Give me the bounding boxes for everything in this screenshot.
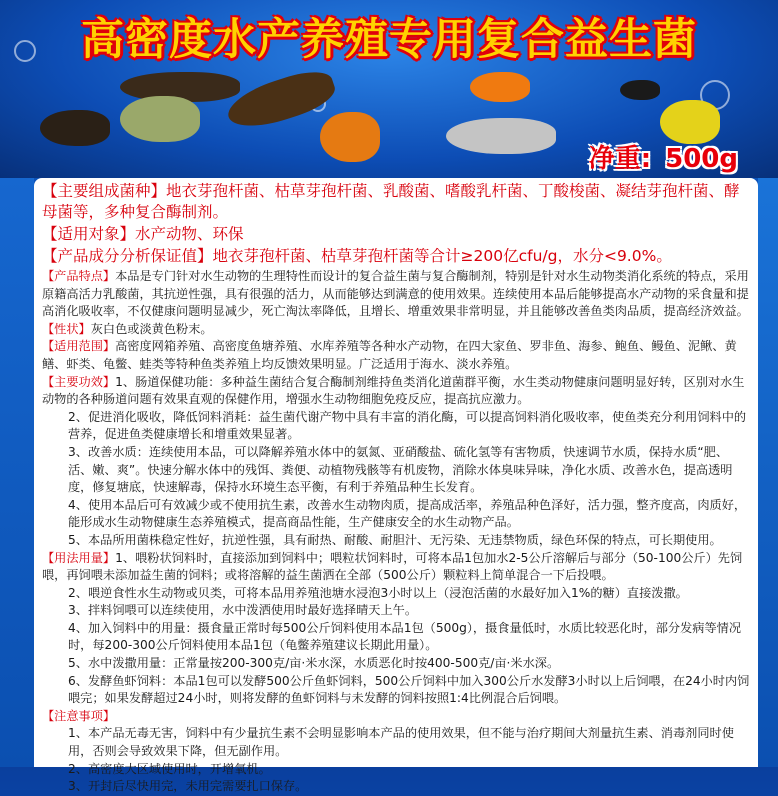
notes-heading — [42, 708, 750, 726]
fish-icon — [223, 64, 340, 136]
notes-key: 【注意事项】 — [42, 708, 116, 723]
usage-key: 【用法用量】 — [42, 550, 116, 565]
right-decoration — [758, 178, 778, 767]
fish-icon — [470, 72, 530, 102]
target-key: 【适用对象】 — [42, 225, 136, 243]
effects-key: 【主要功效】 — [42, 374, 116, 389]
scope-text: 高密度网箱养殖、高密度鱼塘养殖、水库养殖等各种水产动物，在四大家鱼、罗非鱼、海参、鲍鱼、鳗鱼、泥鳅、黄鳝、虾类、龟鳖、蛙类等特种鱼类养殖上均反馈效果明显。广泛适用于海水、淡水养殖。 — [42, 339, 737, 371]
composition-line — [42, 181, 750, 223]
usage-item: 5、水中泼撒用量：正常量按200-300克/亩·米水深，水质恶化时按400-500克/亩·米水深。 — [68, 656, 560, 671]
usage-item: 6、发酵鱼虾饲料：本品1包可以发酵500公斤鱼虾饲料，500公斤饲料中加入300公斤水发酵3小时以上后饲喂，在24小时内饲喂完；如果发酵超过24小时，则将发酵的鱼虾饲料与未发酵的饲料按照1:4比例混合后饲喂。 — [68, 673, 750, 706]
usage-item: 1、喂粉状饲料时，直接添加到饲料中；喂粒状饲料时，可将本品1包加水2-5公斤溶解后与部分（50-100公斤）先饲喂，再饲喂未添加益生菌的饲料；或将溶解的益生菌洒在全部（500公斤）颗粒料上简单混合一下后投喂。 — [42, 550, 743, 583]
guarantee-key: 【产品成分分析保证值】 — [42, 247, 213, 265]
property-key: 【性状】 — [42, 321, 91, 336]
composition-value: 地衣芽孢杆菌、枯草芽孢杆菌、乳酸菌、嗜酸乳杆菌、丁酸梭菌、凝结芽孢杆菌、酵母菌等，多种复合酶制剂。 — [42, 182, 740, 221]
weight-label: 净重: — [588, 144, 652, 174]
effects-paragraph — [42, 374, 750, 409]
target-line — [42, 224, 750, 245]
effect-item: 3、改善水质：连续使用本品，可以降解养殖水体中的氨氮、亚硝酸盐、硫化氢等有害物质，快速调节水质，保持水质“肥、活、嫩、爽”。快速分解水体中的残饵、粪便、动植物残骸等有机废物，消除水体臭味异味，净化水质、改善水色，提高透明度，修复塘底，快速解毒，保持水环境生态平衡，有利于养殖品种生长发育。 — [68, 444, 733, 495]
usage-item: 3、拌料饲喂可以连续使用，水中泼洒使用时最好选择晴天上午。 — [68, 603, 418, 618]
fish-icon — [446, 118, 556, 154]
note-item: 3、开封后尽快用完，未用完需要扎口保存。 — [68, 779, 308, 794]
info-panel — [34, 178, 758, 794]
property-text: 灰白色或淡黄色粉末。 — [90, 321, 213, 336]
usage-item: 2、喂逆食性水生动物或贝类，可将本品用养殖池塘水浸泡3小时以上（浸泡活菌的水最好加入1%的糖）直接泼撒。 — [68, 585, 688, 600]
banner — [0, 0, 778, 178]
scope-key: 【适用范围】 — [42, 339, 116, 354]
note-item: 1、本产品无毒无害，饲料中有少量抗生素不会明显影响本产品的使用效果，但不能与治疗期间大剂量抗生素、消毒剂同时使用，否则会导致效果下降，但无副作用。 — [68, 726, 734, 759]
features-text: 本品是专门针对水生动物的生理特性而设计的复合益生菌与复合酶制剂，特别是针对水生动物类消化系统的特点，采用原籍高活力乳酸菌，其抗逆性强，具有很强的活力，从而能够达到满意的使用效果。连续使用本品后能够提高水产动物的采食量和提高消化吸收率，不仅健康问题明显减少，死亡淘汰率降低，且增长、增重效果非常明显，并且能够改善鱼类肉品质，提高经济效益。 — [42, 269, 749, 319]
effect-item: 4、使用本品后可有效减少或不使用抗生素，改善水生动物肉质，提高成活率，养殖品种色泽好，活力强，整齐度高，肉质好，能形成水生动物健康生态养殖模式，提高商品性能，生产健康安全的水生动物产品。 — [68, 497, 747, 530]
features-paragraph — [42, 268, 750, 321]
usage-paragraph — [42, 550, 750, 585]
effect-item: 5、本品所用菌株稳定性好，抗逆性强，具有耐热、耐酸、耐胆汁、无污染、无违禁物质，绿色环保的特点，可长期使用。 — [68, 532, 722, 547]
fish-icon — [120, 96, 200, 142]
fish-icon — [320, 112, 380, 162]
scope-paragraph — [42, 338, 750, 373]
effect-item: 1、肠道保健功能：多种益生菌结合复合酶制剂维持鱼类消化道菌群平衡，水生类动物健康问题明显好转，区别对水生动物的各种肠道问题有效果直观的保健作用，增强水生动物细胞免疫反应，提高抗应激力。 — [42, 374, 745, 407]
fish-icon — [620, 80, 660, 100]
fish-icon — [40, 110, 110, 146]
features-key: 【产品特点】 — [42, 269, 116, 283]
left-decoration — [0, 178, 34, 767]
weight-value: 500g — [665, 144, 738, 174]
net-weight — [589, 138, 738, 175]
page-title: 高密度水产养殖专用复合益生菌 — [81, 15, 697, 65]
usage-item: 4、加入饲料中的用量：摄食量正常时每500公斤饲料使用本品1包（500g），摄食量低时，水质比较恶化时，部分发病等情况时，每200-300公斤饲料使用本品1包（龟鳖养殖建议长期此用量）。 — [68, 620, 742, 653]
guarantee-value: 地衣芽孢杆菌、枯草芽孢杆菌等合计≥200亿cfu/g，水分<9.0%。 — [212, 247, 672, 265]
effect-item: 2、促进消化吸收，降低饲料消耗：益生菌代谢产物中具有丰富的消化酶，可以提高饲料消化吸收率，使鱼类充分利用饲料中的营养，促进鱼类健康增长和增重效果显著。 — [68, 409, 747, 442]
note-item: 2、高密度大区域使用时，开增氧机。 — [68, 761, 271, 776]
target-value: 水产动物、环保 — [135, 225, 244, 243]
composition-key: 【主要组成菌种】 — [42, 182, 167, 200]
guarantee-line — [42, 246, 750, 267]
property-paragraph — [42, 321, 750, 339]
